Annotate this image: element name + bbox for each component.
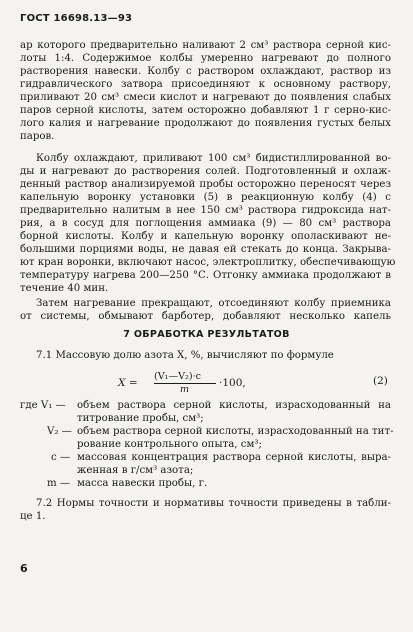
text-line: лого калия и нагревание продолжают до появления густых белых [20, 118, 391, 129]
text-line: большими порциями воды, не давая ей стекать до конца. Закрыва- [20, 244, 391, 255]
where-label: m — [47, 478, 71, 489]
text-line: Затем нагревание прекращают, отсоединяют колбу приемника [36, 298, 391, 309]
where-text: титрование пробы, см³; [77, 413, 204, 424]
page-number: 6 [20, 562, 28, 575]
where-text: рование контрольного опыта, см³; [77, 439, 262, 450]
formula [118, 371, 378, 395]
text-line: рия, а в сосуд для поглощения аммиака (9) — 80 см³ раствора [20, 218, 391, 229]
text-line: приливают 20 см³ смеси кислот и нагревают до появления слабых [20, 92, 391, 103]
where-label: V₂ — [47, 426, 72, 437]
text-line: лоты 1:4. Содержимое колбы умеренно нагревают до полного [20, 53, 391, 64]
formula-lhs: X = [118, 377, 138, 389]
text-line: течение 40 мин. [20, 283, 109, 294]
where-label: где V₁ — [20, 400, 66, 411]
where-text: женная в г/см³ азота; [77, 465, 194, 476]
text-line: ды и нагревают до растворения солей. Подготовленный и охлаж- [20, 166, 391, 177]
text-line: растворения навески. Колбу с раствором охлаждают, раствор из [20, 66, 391, 77]
where-label: c — [51, 452, 71, 463]
text-line: капельную воронку установки (5) в реакционную колбу (4) с [20, 192, 391, 203]
text-line: паров. [20, 131, 55, 142]
text-line: температуру нагрева 200—250 °С. Отгонку аммиака продолжают в [20, 270, 391, 281]
text-line: Колбу охлаждают, приливают 100 см³ бидистиллированной во- [36, 153, 391, 164]
clause-7-2-cont: це 1. [20, 511, 46, 522]
text-line: ар которого предварительно наливают 2 см³ раствора серной кис- [20, 40, 391, 51]
where-text: массовая концентрация раствора серной кислоты, выра- [77, 452, 391, 463]
text-line: паров серной кислоты, затем осторожно добавляют 1 г серно-кис- [20, 105, 391, 116]
formula-tail: ·100, [219, 377, 246, 389]
text-line: борной кислоты. Колбу и капельную воронку ополаскивают не- [20, 231, 391, 242]
text-line: от системы, обмывают барботер, добавляют несколько капель [20, 311, 391, 322]
formula-denominator: m [180, 384, 190, 395]
document-header: ГОСТ 16698.13—93 [20, 13, 133, 24]
where-text: масса навески пробы, г. [77, 478, 208, 489]
formula-numerator: (V₁—V₂)·c [154, 371, 202, 382]
clause-7-1: 7.1 Массовую долю азота X, %, вычисляют по формуле [36, 350, 334, 361]
section-title: 7 ОБРАБОТКА РЕЗУЛЬТАТОВ [123, 329, 290, 340]
text-line: гидравлического затвора присоединяют к основному раствору, [20, 79, 391, 90]
text-line: ют кран воронки, включают насос, электроплитку, обеспечивающую [20, 257, 396, 268]
where-text: объем раствора серной кислоты, израсходованный на [77, 400, 391, 411]
text-line: денный раствор анализируемой пробы осторожно переносят через [20, 179, 391, 190]
text-line: предварительно налитым в нее 150 см³ раствора гидроксида нат- [20, 205, 391, 216]
equation-number: (2) [373, 375, 388, 387]
clause-7-2: 7.2 Нормы точности и нормативы точности приведены в табли- [36, 498, 391, 509]
where-text: объем раствора серной кислоты, израсходованный на тит- [77, 426, 394, 437]
